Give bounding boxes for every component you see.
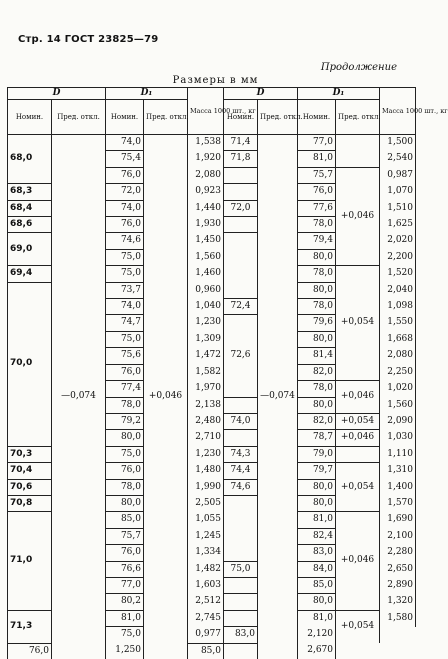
left-mass: 0,960 — [188, 282, 224, 298]
right-D1-nominal: 78,0 — [298, 266, 336, 282]
right-mass: 1,500 — [380, 135, 416, 151]
right-D-nominal: 74,3 — [224, 446, 258, 462]
right-D1-nominal: 79,6 — [298, 315, 336, 331]
right-D-nominal: 72,6 — [224, 315, 258, 397]
left-mass: 2,512 — [188, 594, 224, 610]
right-D1-nominal: 78,0 — [298, 217, 336, 233]
right-mass: 1,625 — [380, 217, 416, 233]
header-D1-right: D₁ — [298, 88, 380, 100]
left-mass: 1,040 — [188, 299, 224, 315]
dimensions-table — [7, 87, 416, 659]
header-D1-left: D₁ — [106, 88, 188, 100]
right-D-nominal — [224, 610, 258, 626]
header-mass-left: Масса 1000 шт., кг — [188, 88, 224, 135]
left-D1-nominal: 75,0 — [106, 331, 144, 347]
left-D1-nominal: 74,7 — [106, 315, 144, 331]
right-mass: 1,520 — [380, 266, 416, 282]
left-mass: 1,560 — [188, 249, 224, 265]
left-D-nominal: 68,3 — [8, 184, 52, 200]
right-mass: 0,987 — [380, 167, 416, 183]
left-D1-nominal: 76,0 — [106, 167, 144, 183]
right-mass: 2,650 — [380, 561, 416, 577]
right-mass: 1,030 — [380, 430, 416, 446]
right-D1-deviation: +0,046 — [336, 167, 380, 265]
right-mass: 2,280 — [380, 545, 416, 561]
left-mass: 1,230 — [188, 446, 224, 462]
right-D1-nominal: 76,0 — [298, 184, 336, 200]
right-mass: 2,120 — [298, 627, 336, 643]
right-mass: 1,580 — [380, 610, 416, 626]
left-mass: 1,440 — [188, 200, 224, 216]
right-mass: 2,020 — [380, 233, 416, 249]
right-D1-nominal: 78,7 — [298, 430, 336, 446]
left-D-nominal: 69,4 — [8, 266, 52, 282]
left-D-nominal: 71,0 — [8, 512, 52, 610]
left-D1-nominal: 80,2 — [106, 594, 144, 610]
right-D1-deviation: +0,054 — [336, 266, 380, 381]
right-D-nominal — [224, 577, 258, 593]
right-mass: 2,890 — [380, 577, 416, 593]
right-D1-nominal: 79,7 — [298, 463, 336, 479]
left-D1-nominal: 80,0 — [106, 430, 144, 446]
page-header: Стр. 14 ГОСТ 23825—79 — [18, 34, 158, 45]
right-mass: 2,670 — [298, 643, 336, 659]
right-D1-nominal: 81,4 — [298, 348, 336, 364]
header-mass-right: Масса 1000 шт., кг — [380, 88, 416, 135]
left-mass: 1,480 — [188, 463, 224, 479]
right-mass: 1,320 — [380, 594, 416, 610]
right-D1-nominal: 78,0 — [298, 299, 336, 315]
left-mass: 1,460 — [188, 266, 224, 282]
left-D-nominal: 68,4 — [8, 200, 52, 216]
sub-nom: Номин. — [224, 100, 258, 135]
left-D-deviation: —0,074 — [52, 135, 106, 659]
right-D1-nominal: 81,0 — [298, 512, 336, 528]
left-mass: 2,710 — [188, 430, 224, 446]
left-mass: 1,055 — [188, 512, 224, 528]
left-D1-nominal: 74,0 — [106, 200, 144, 216]
left-mass: 0,977 — [188, 627, 224, 643]
left-D1-nominal: 76,0 — [8, 643, 52, 659]
left-mass: 1,250 — [106, 643, 144, 659]
right-mass: 1,070 — [380, 184, 416, 200]
right-D1-deviation: +0,046 — [336, 512, 380, 610]
right-D1-nominal: 84,0 — [298, 561, 336, 577]
right-D1-nominal: 81,0 — [298, 151, 336, 167]
left-D1-nominal: 76,6 — [106, 561, 144, 577]
right-D1-deviation: +0,054 — [336, 463, 380, 512]
right-D1-nominal: 83,0 — [298, 545, 336, 561]
left-D1-nominal: 74,0 — [106, 299, 144, 315]
header-D-right: D — [224, 88, 298, 100]
left-mass: 1,482 — [188, 561, 224, 577]
continuation-label: Продолжение — [321, 62, 397, 73]
left-D1-nominal: 80,0 — [106, 495, 144, 511]
right-D-nominal — [224, 167, 258, 183]
right-mass: 1,400 — [380, 479, 416, 495]
right-D-nominal — [224, 184, 258, 200]
right-mass: 1,098 — [380, 299, 416, 315]
left-D-nominal: 70,4 — [8, 463, 52, 479]
right-D-nominal — [224, 217, 258, 233]
sub-nom: Номин. — [298, 100, 336, 135]
left-D1-nominal: 75,7 — [106, 528, 144, 544]
sub-dev: Пред. откл. — [52, 100, 106, 135]
right-D-nominal: 72,4 — [224, 299, 258, 315]
right-D-nominal: 71,8 — [224, 151, 258, 167]
left-mass: 1,334 — [188, 545, 224, 561]
sub-nom: Номин. — [106, 100, 144, 135]
right-mass: 1,110 — [380, 446, 416, 462]
left-D1-nominal: 77,4 — [106, 381, 144, 397]
right-D1-nominal: 75,7 — [298, 167, 336, 183]
left-mass: 2,745 — [188, 610, 224, 626]
left-D1-nominal: 75,6 — [106, 348, 144, 364]
left-mass: 2,138 — [188, 397, 224, 413]
sub-dev: Пред. откл. — [336, 100, 380, 135]
left-D1-nominal: 81,0 — [106, 610, 144, 626]
left-mass: 1,930 — [188, 217, 224, 233]
right-mass: 2,080 — [380, 348, 416, 364]
right-D1-nominal: 85,0 — [188, 643, 224, 659]
left-mass: 2,505 — [188, 495, 224, 511]
right-D1-nominal: 80,0 — [298, 594, 336, 610]
right-D1-deviation: +0,046 — [336, 381, 380, 414]
left-D1-nominal: 78,0 — [106, 397, 144, 413]
right-D1-nominal: 77,0 — [298, 135, 336, 151]
right-D-nominal — [224, 397, 258, 413]
left-D-nominal: 68,0 — [8, 135, 52, 184]
sub-dev: Пред. откл. — [258, 100, 298, 135]
left-mass: 1,603 — [188, 577, 224, 593]
left-D-nominal: 70,3 — [8, 446, 52, 462]
right-mass: 1,510 — [380, 200, 416, 216]
right-D1-nominal: 80,0 — [298, 495, 336, 511]
right-D-nominal: 74,4 — [224, 463, 258, 479]
right-D1-nominal: 82,0 — [298, 413, 336, 429]
right-D1-nominal: 80,0 — [298, 282, 336, 298]
left-D1-nominal: 85,0 — [106, 512, 144, 528]
right-mass: 2,250 — [380, 364, 416, 380]
left-D1-nominal: 75,0 — [106, 249, 144, 265]
left-mass: 1,582 — [188, 364, 224, 380]
right-D-nominal — [224, 233, 258, 299]
left-D1-nominal: 74,6 — [106, 233, 144, 249]
left-D1-nominal: 72,0 — [106, 184, 144, 200]
left-D1-nominal: 79,2 — [106, 413, 144, 429]
left-mass: 0,923 — [188, 184, 224, 200]
left-D-nominal: 71,3 — [8, 610, 52, 643]
right-mass: 1,570 — [380, 495, 416, 511]
right-D1-deviation — [336, 446, 380, 462]
right-D-nominal: 71,4 — [224, 135, 258, 151]
right-mass: 1,690 — [380, 512, 416, 528]
right-D-deviation: —0,074 — [258, 135, 298, 659]
left-D1-nominal: 75,0 — [106, 266, 144, 282]
right-D1-deviation: +0,046 — [336, 430, 380, 446]
left-D-nominal: 70,8 — [8, 495, 52, 511]
right-D1-deviation: +0,054 — [336, 413, 380, 429]
right-mass: 2,090 — [380, 413, 416, 429]
table-row — [8, 135, 416, 151]
right-mass: 1,560 — [380, 397, 416, 413]
right-D1-nominal: 79,4 — [298, 233, 336, 249]
right-mass: 1,020 — [380, 381, 416, 397]
right-D1-deviation — [336, 135, 380, 168]
left-mass: 1,970 — [188, 381, 224, 397]
units-caption: Размеры в мм — [0, 75, 431, 86]
header-D-left: D — [8, 88, 106, 100]
right-D1-nominal: 81,0 — [298, 610, 336, 626]
right-D-nominal: 75,0 — [224, 561, 258, 577]
right-D-nominal — [224, 495, 258, 561]
sub-dev: Пред. откл. — [144, 100, 188, 135]
left-D1-nominal: 77,0 — [106, 577, 144, 593]
left-D-nominal: 69,0 — [8, 233, 52, 266]
right-D1-nominal: 83,0 — [224, 627, 258, 643]
right-mass: 1,668 — [380, 331, 416, 347]
left-mass: 1,450 — [188, 233, 224, 249]
left-D-nominal: 70,6 — [8, 479, 52, 495]
right-D1-nominal: 78,0 — [298, 381, 336, 397]
left-D1-nominal: 76,0 — [106, 463, 144, 479]
right-D1-deviation — [224, 643, 258, 659]
right-D1-nominal: 79,0 — [298, 446, 336, 462]
left-D1-nominal: 76,0 — [106, 364, 144, 380]
right-mass: 2,040 — [380, 282, 416, 298]
right-D1-nominal: 80,0 — [298, 397, 336, 413]
right-D1-nominal: 85,0 — [298, 577, 336, 593]
left-D1-deviation: +0,046 — [144, 135, 188, 659]
left-mass: 1,472 — [188, 348, 224, 364]
right-mass: 1,550 — [380, 315, 416, 331]
left-D1-nominal: 75,4 — [106, 151, 144, 167]
left-mass: 2,480 — [188, 413, 224, 429]
right-D1-nominal: 77,6 — [298, 200, 336, 216]
left-D1-nominal: 73,7 — [106, 282, 144, 298]
left-mass: 1,230 — [188, 315, 224, 331]
left-D1-nominal: 76,0 — [106, 545, 144, 561]
right-D1-nominal: 80,0 — [298, 249, 336, 265]
left-mass: 2,080 — [188, 167, 224, 183]
right-D-nominal — [224, 594, 258, 610]
left-D1-nominal: 76,0 — [106, 217, 144, 233]
right-D-nominal: 74,6 — [224, 479, 258, 495]
right-mass: 2,100 — [380, 528, 416, 544]
left-mass: 1,309 — [188, 331, 224, 347]
left-D-nominal: 68,6 — [8, 217, 52, 233]
left-mass: 1,245 — [188, 528, 224, 544]
right-mass: 2,200 — [380, 249, 416, 265]
sub-nom: Номин. — [8, 100, 52, 135]
right-mass: 1,310 — [380, 463, 416, 479]
left-mass: 1,538 — [188, 135, 224, 151]
right-D1-nominal: 82,0 — [298, 364, 336, 380]
right-D-nominal: 74,0 — [224, 413, 258, 429]
right-D1-deviation: +0,054 — [336, 610, 380, 643]
left-mass: 1,990 — [188, 479, 224, 495]
left-D1-nominal: 75,0 — [106, 627, 144, 643]
right-D-nominal: 72,0 — [224, 200, 258, 216]
left-D-nominal: 70,0 — [8, 282, 52, 446]
left-D1-nominal: 75,0 — [106, 446, 144, 462]
right-D1-nominal: 80,0 — [298, 331, 336, 347]
right-mass: 2,540 — [380, 151, 416, 167]
left-D1-nominal: 74,0 — [106, 135, 144, 151]
right-D1-nominal: 82,4 — [298, 528, 336, 544]
left-mass: 1,920 — [188, 151, 224, 167]
right-D-nominal — [224, 430, 258, 446]
right-D1-nominal: 80,0 — [298, 479, 336, 495]
left-D1-nominal: 78,0 — [106, 479, 144, 495]
